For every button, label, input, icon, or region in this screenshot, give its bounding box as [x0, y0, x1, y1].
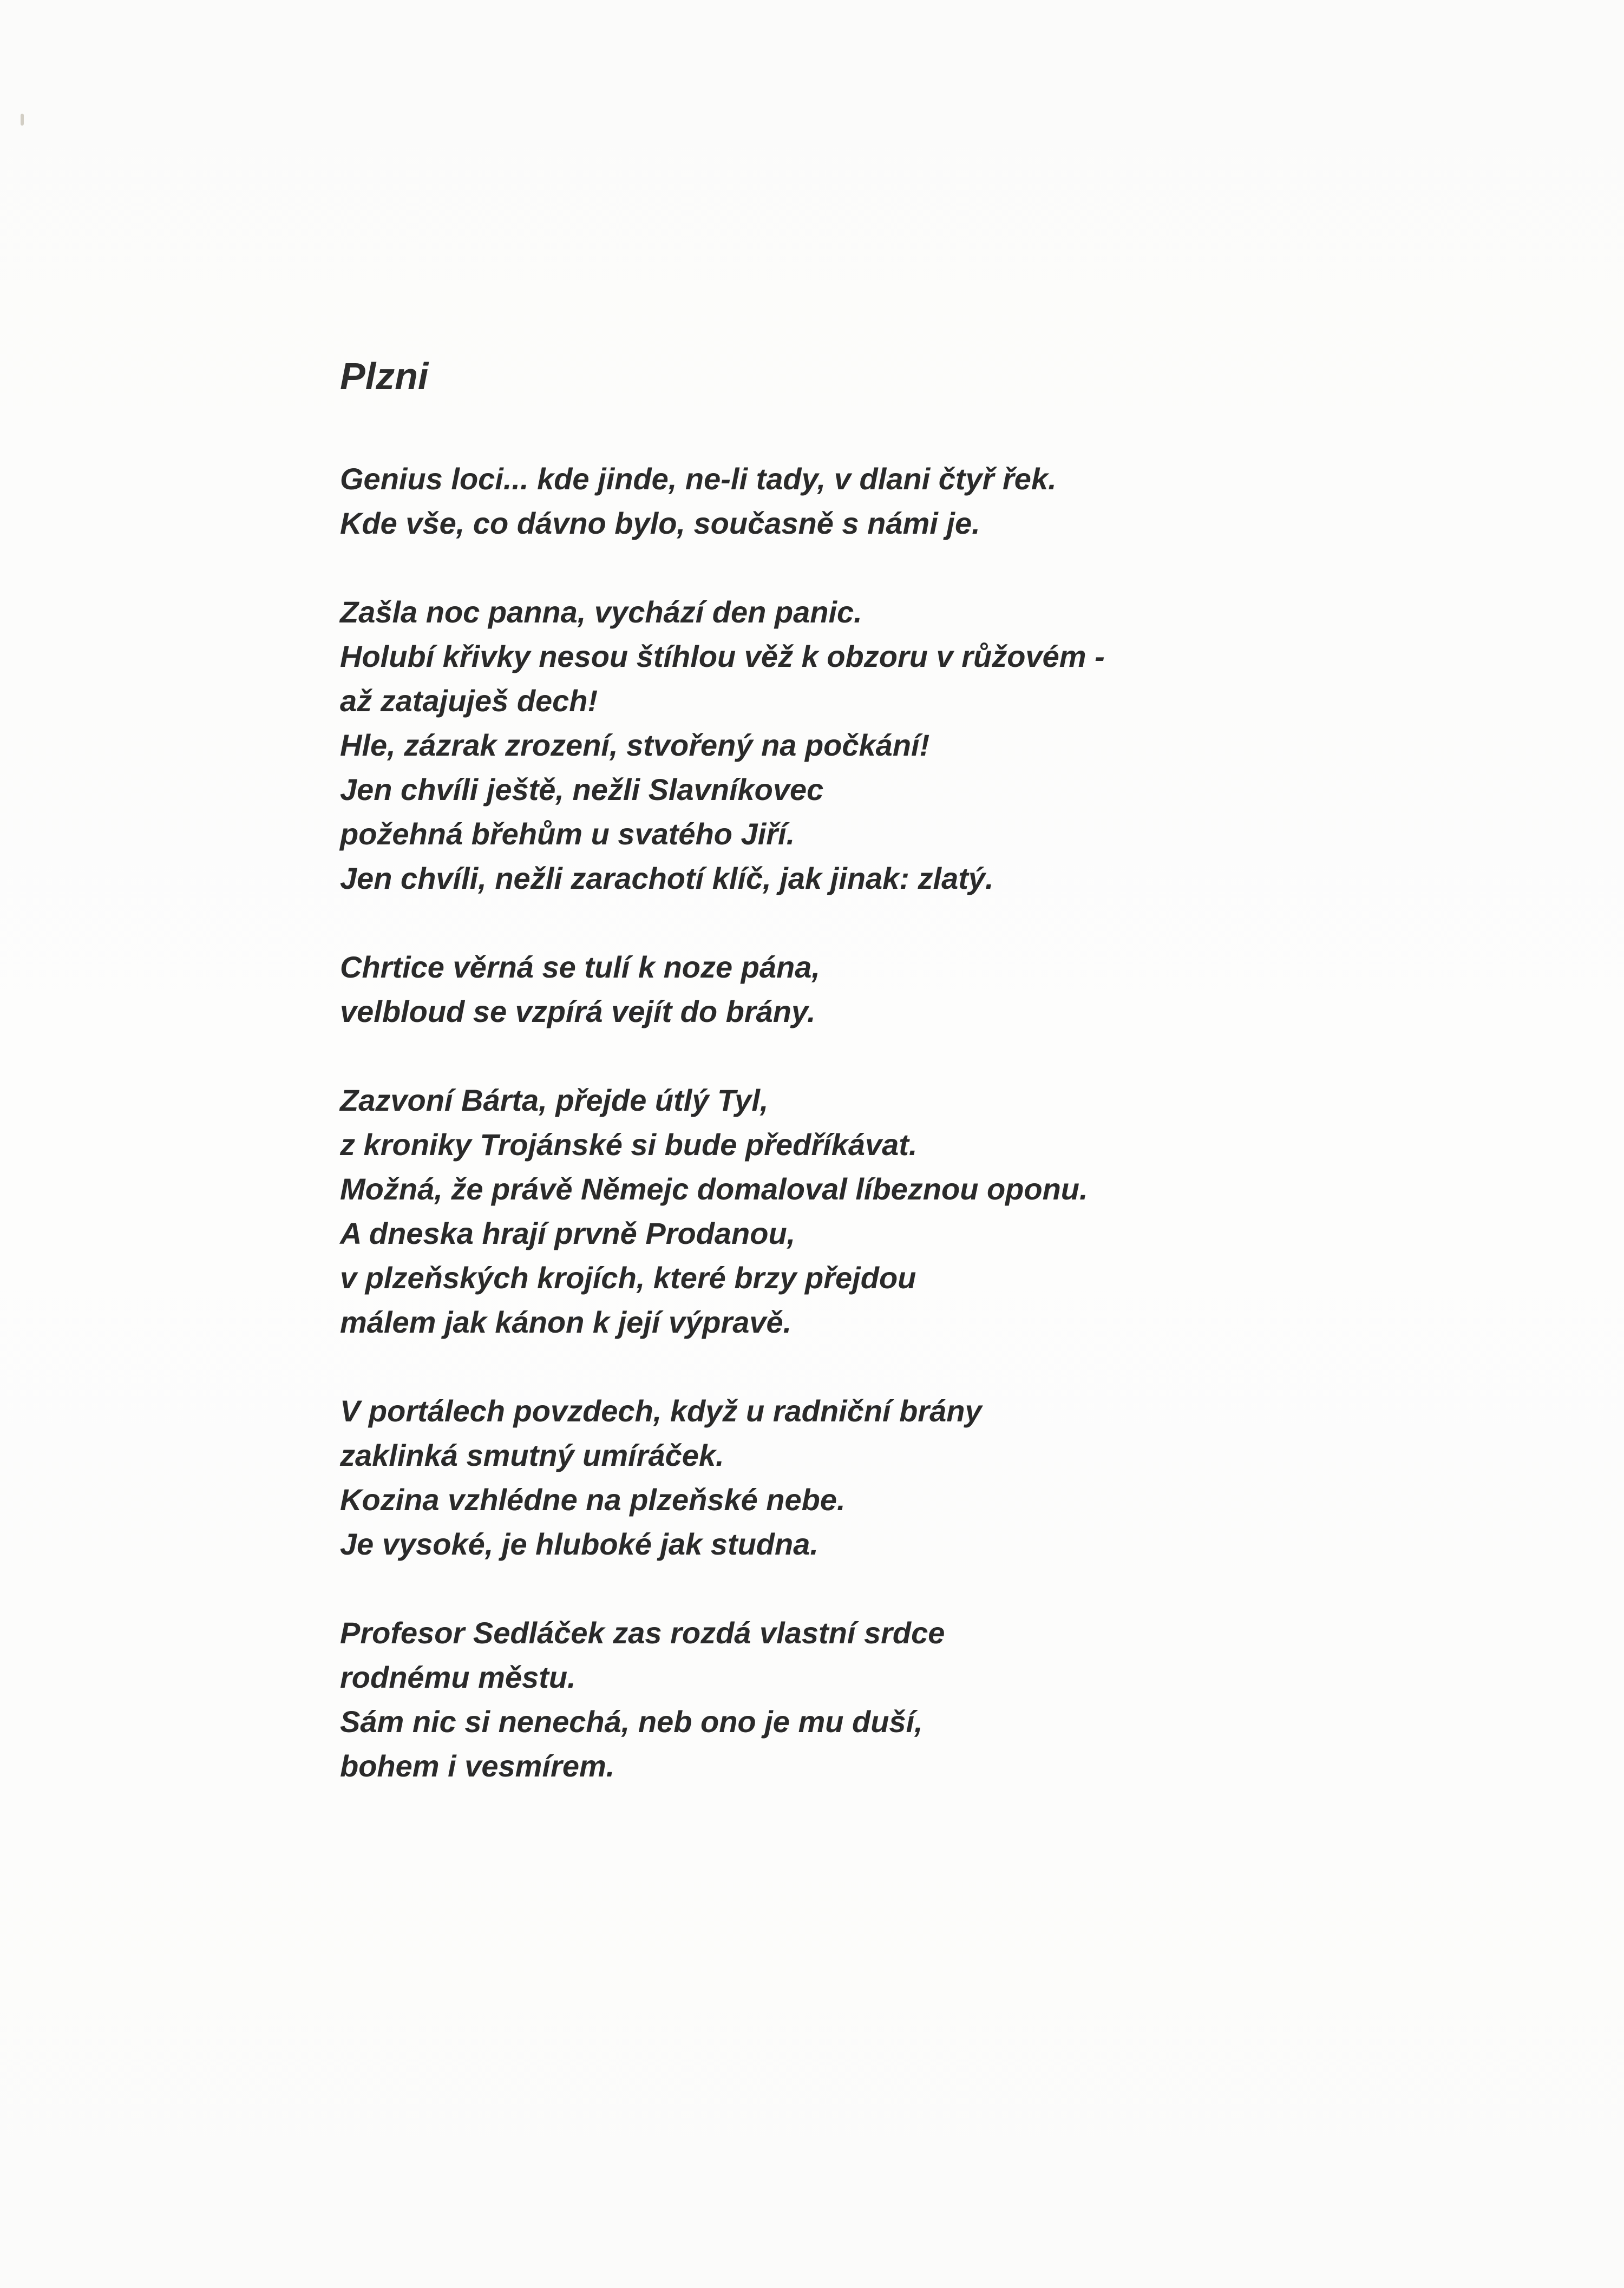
poem-line: Genius loci... kde jinde, ne-li tady, v dlani čtyř řek.: [340, 462, 1057, 496]
stanza-6: [340, 1611, 1314, 1788]
poem-line: Možná, že právě Němejc domaloval líbeznou oponu.: [340, 1172, 1088, 1206]
poem-line: až zatajuješ dech!: [340, 684, 598, 718]
poem-title: Plzni: [340, 355, 429, 397]
poem-line: rodnému městu.: [340, 1660, 576, 1694]
poem-line: A dneska hrají prvně Prodanou,: [340, 1216, 796, 1250]
poem-line: bohem i vesmírem.: [340, 1749, 615, 1783]
poem-line: málem jak kánon k její výpravě.: [340, 1305, 792, 1339]
poem-line: zaklinká smutný umíráček.: [340, 1438, 724, 1472]
stanza-4: [340, 1078, 1314, 1345]
stanza-5: [340, 1389, 1314, 1566]
poem-line: velbloud se vzpírá vejít do brány.: [340, 994, 816, 1028]
stanza-1: [340, 457, 1314, 546]
paper-speck: [21, 114, 24, 126]
stanza-2: [340, 590, 1314, 901]
poem-line: Zašla noc panna, vychází den panic.: [340, 595, 862, 629]
poem-line: Je vysoké, je hluboké jak studna.: [340, 1527, 818, 1561]
poem-line: V portálech povzdech, když u radniční brány: [340, 1394, 982, 1428]
poem-line: Hle, zázrak zrození, stvořený na počkání!: [340, 728, 930, 762]
poem: [340, 346, 1314, 1833]
poem-line: Kozina vzhlédne na plzeňské nebe.: [340, 1483, 846, 1517]
stanza-3: [340, 945, 1314, 1034]
poem-line: požehná břehům u svatého Jiří.: [340, 817, 795, 851]
poem-line: Sám nic si nenechá, neb ono je mu duší,: [340, 1704, 923, 1739]
poem-line: Jen chvíli ještě, nežli Slavníkovec: [340, 772, 824, 807]
poem-line: Jen chvíli, nežli zarachotí klíč, jak jinak: zlatý.: [340, 861, 994, 895]
poem-line: z kroniky Trojánské si bude předříkávat.: [340, 1127, 918, 1162]
poem-line: Profesor Sedláček zas rozdá vlastní srdce: [340, 1616, 945, 1650]
poem-line: Holubí křivky nesou štíhlou věž k obzoru v růžovém -: [340, 639, 1105, 673]
poem-line: v plzeňských krojích, které brzy přejdou: [340, 1261, 916, 1295]
poem-line: Kde vše, co dávno bylo, současně s námi je.: [340, 506, 980, 540]
poem-line: Zazvoní Bárta, přejde útlý Tyl,: [340, 1083, 769, 1117]
poem-line: Chrtice věrná se tulí k noze pána,: [340, 950, 820, 984]
